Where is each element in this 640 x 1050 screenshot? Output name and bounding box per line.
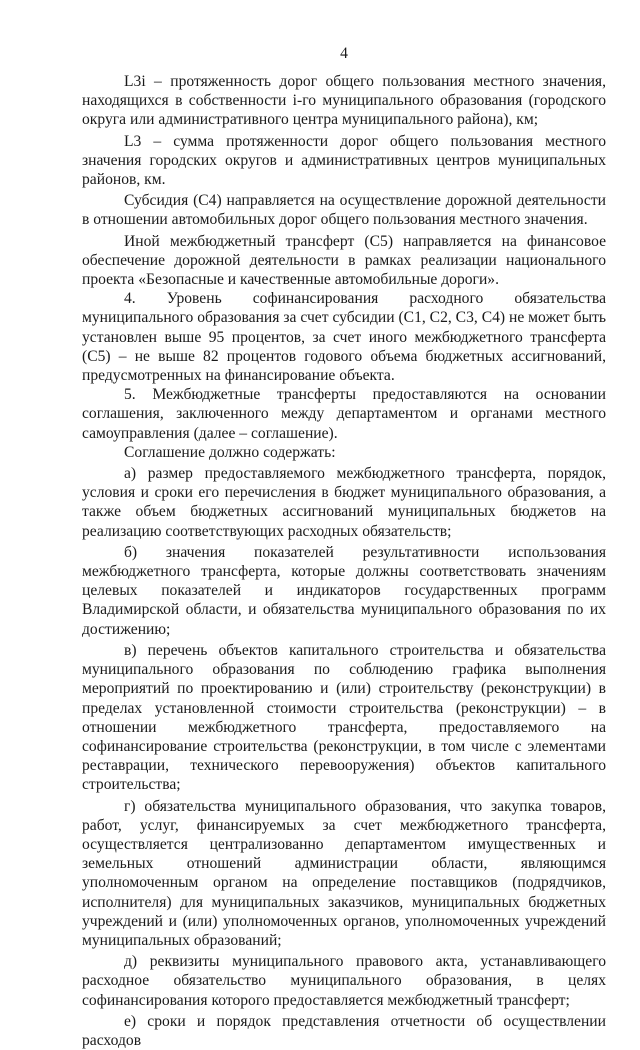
paragraph-subsidy-c4: Субсидия (С4) направляется на осуществление дорожной деятельности в отношении автомобильных дорог общего пользования местного значения. xyxy=(82,192,606,229)
paragraph-subitem-b: б) значения показателей результативности использования межбюджетного трансферта, которые должны соответствовать значениям целевых показателей и индикаторов государственных программ Владимирской области, и обязательства муниципального образования по их достижению; xyxy=(82,543,606,638)
paragraph-subitem-g: г) обязательства муниципального образования, что закупка товаров, работ, услуг, финансируемых за счет межбюджетного трансферта, осуществляется централизованно департаментом имущественных и земельных отношений администрации области, являющимся уполномоченным органом на определение поставщиков (подрядчиков, исполнителя) для муниципальных заказчиков, муниципальных бюджетных учреждений и (или) уполномоченных органов, уполномоченных учреждений муниципальных образований; xyxy=(82,797,606,949)
page-number: 4 xyxy=(340,45,348,62)
paragraph-item-4: 4. Уровень софинансирования расходного обязательства муниципального образования за счет субсидии (С1, С2, С3, С4) не может быть установлен выше 95 процентов, за счет иного межбюджетного трансферта (С5) – не выше 82 процентов годового объема бюджетных ассигнований, предусмотренных на финансирование объекта. xyxy=(82,290,606,385)
paragraph-agreement-intro: Соглашение должно содержать: xyxy=(124,443,336,461)
paragraph-subitem-e: е) сроки и порядок представления отчетности об осуществлении расходов xyxy=(82,1012,606,1049)
paragraph-transfer-c5: Иной межбюджетный трансферт (С5) направляется на финансовое обеспечение дорожной деятельности в рамках реализации национального проекта «Безопасные и качественные автомобильные дороги». xyxy=(82,232,606,289)
paragraph-l3i-definition: L3i – протяженность дорог общего пользования местного значения, находящихся в собственности i-го муниципального образования (городского округа или административного центра муниципального района), км; xyxy=(82,73,606,129)
paragraph-l3-definition: L3 – сумма протяженности дорог общего пользования местного значения городских округов и административных центров муниципальных районов, км. xyxy=(82,132,606,189)
paragraph-subitem-d: д) реквизиты муниципального правового акта, устанавливающего расходное обязательство муниципального образования, в целях софинансирования которого предоставляется межбюджетный трансферт; xyxy=(82,953,606,1009)
paragraph-subitem-a: а) размер предоставляемого межбюджетного трансферта, порядок, условия и сроки его перечисления в бюджет муниципального образования, а также объем бюджетных ассигнований муниципальных бюджетов на реализацию соответствующих расходных обязательств; xyxy=(82,465,606,540)
paragraph-item-5: 5. Межбюджетные трансферты предоставляются на основании соглашения, заключенного между департаментом и органами местного самоуправления (далее – соглашение). xyxy=(82,386,606,442)
paragraph-subitem-v: в) перечень объектов капитального строительства и обязательства муниципального образования по соблюдению графика выполнения мероприятий по проектированию и (или) строительству (реконструкции) в пределах установленной стоимости строительства (реконструкции) – в отношении межбюджетного трансферта, предоставляемого на софинансирование строительства (реконструкции, в том числе с элементами реставрации, технического перевооружения) объектов капитального строительства; xyxy=(82,641,606,794)
